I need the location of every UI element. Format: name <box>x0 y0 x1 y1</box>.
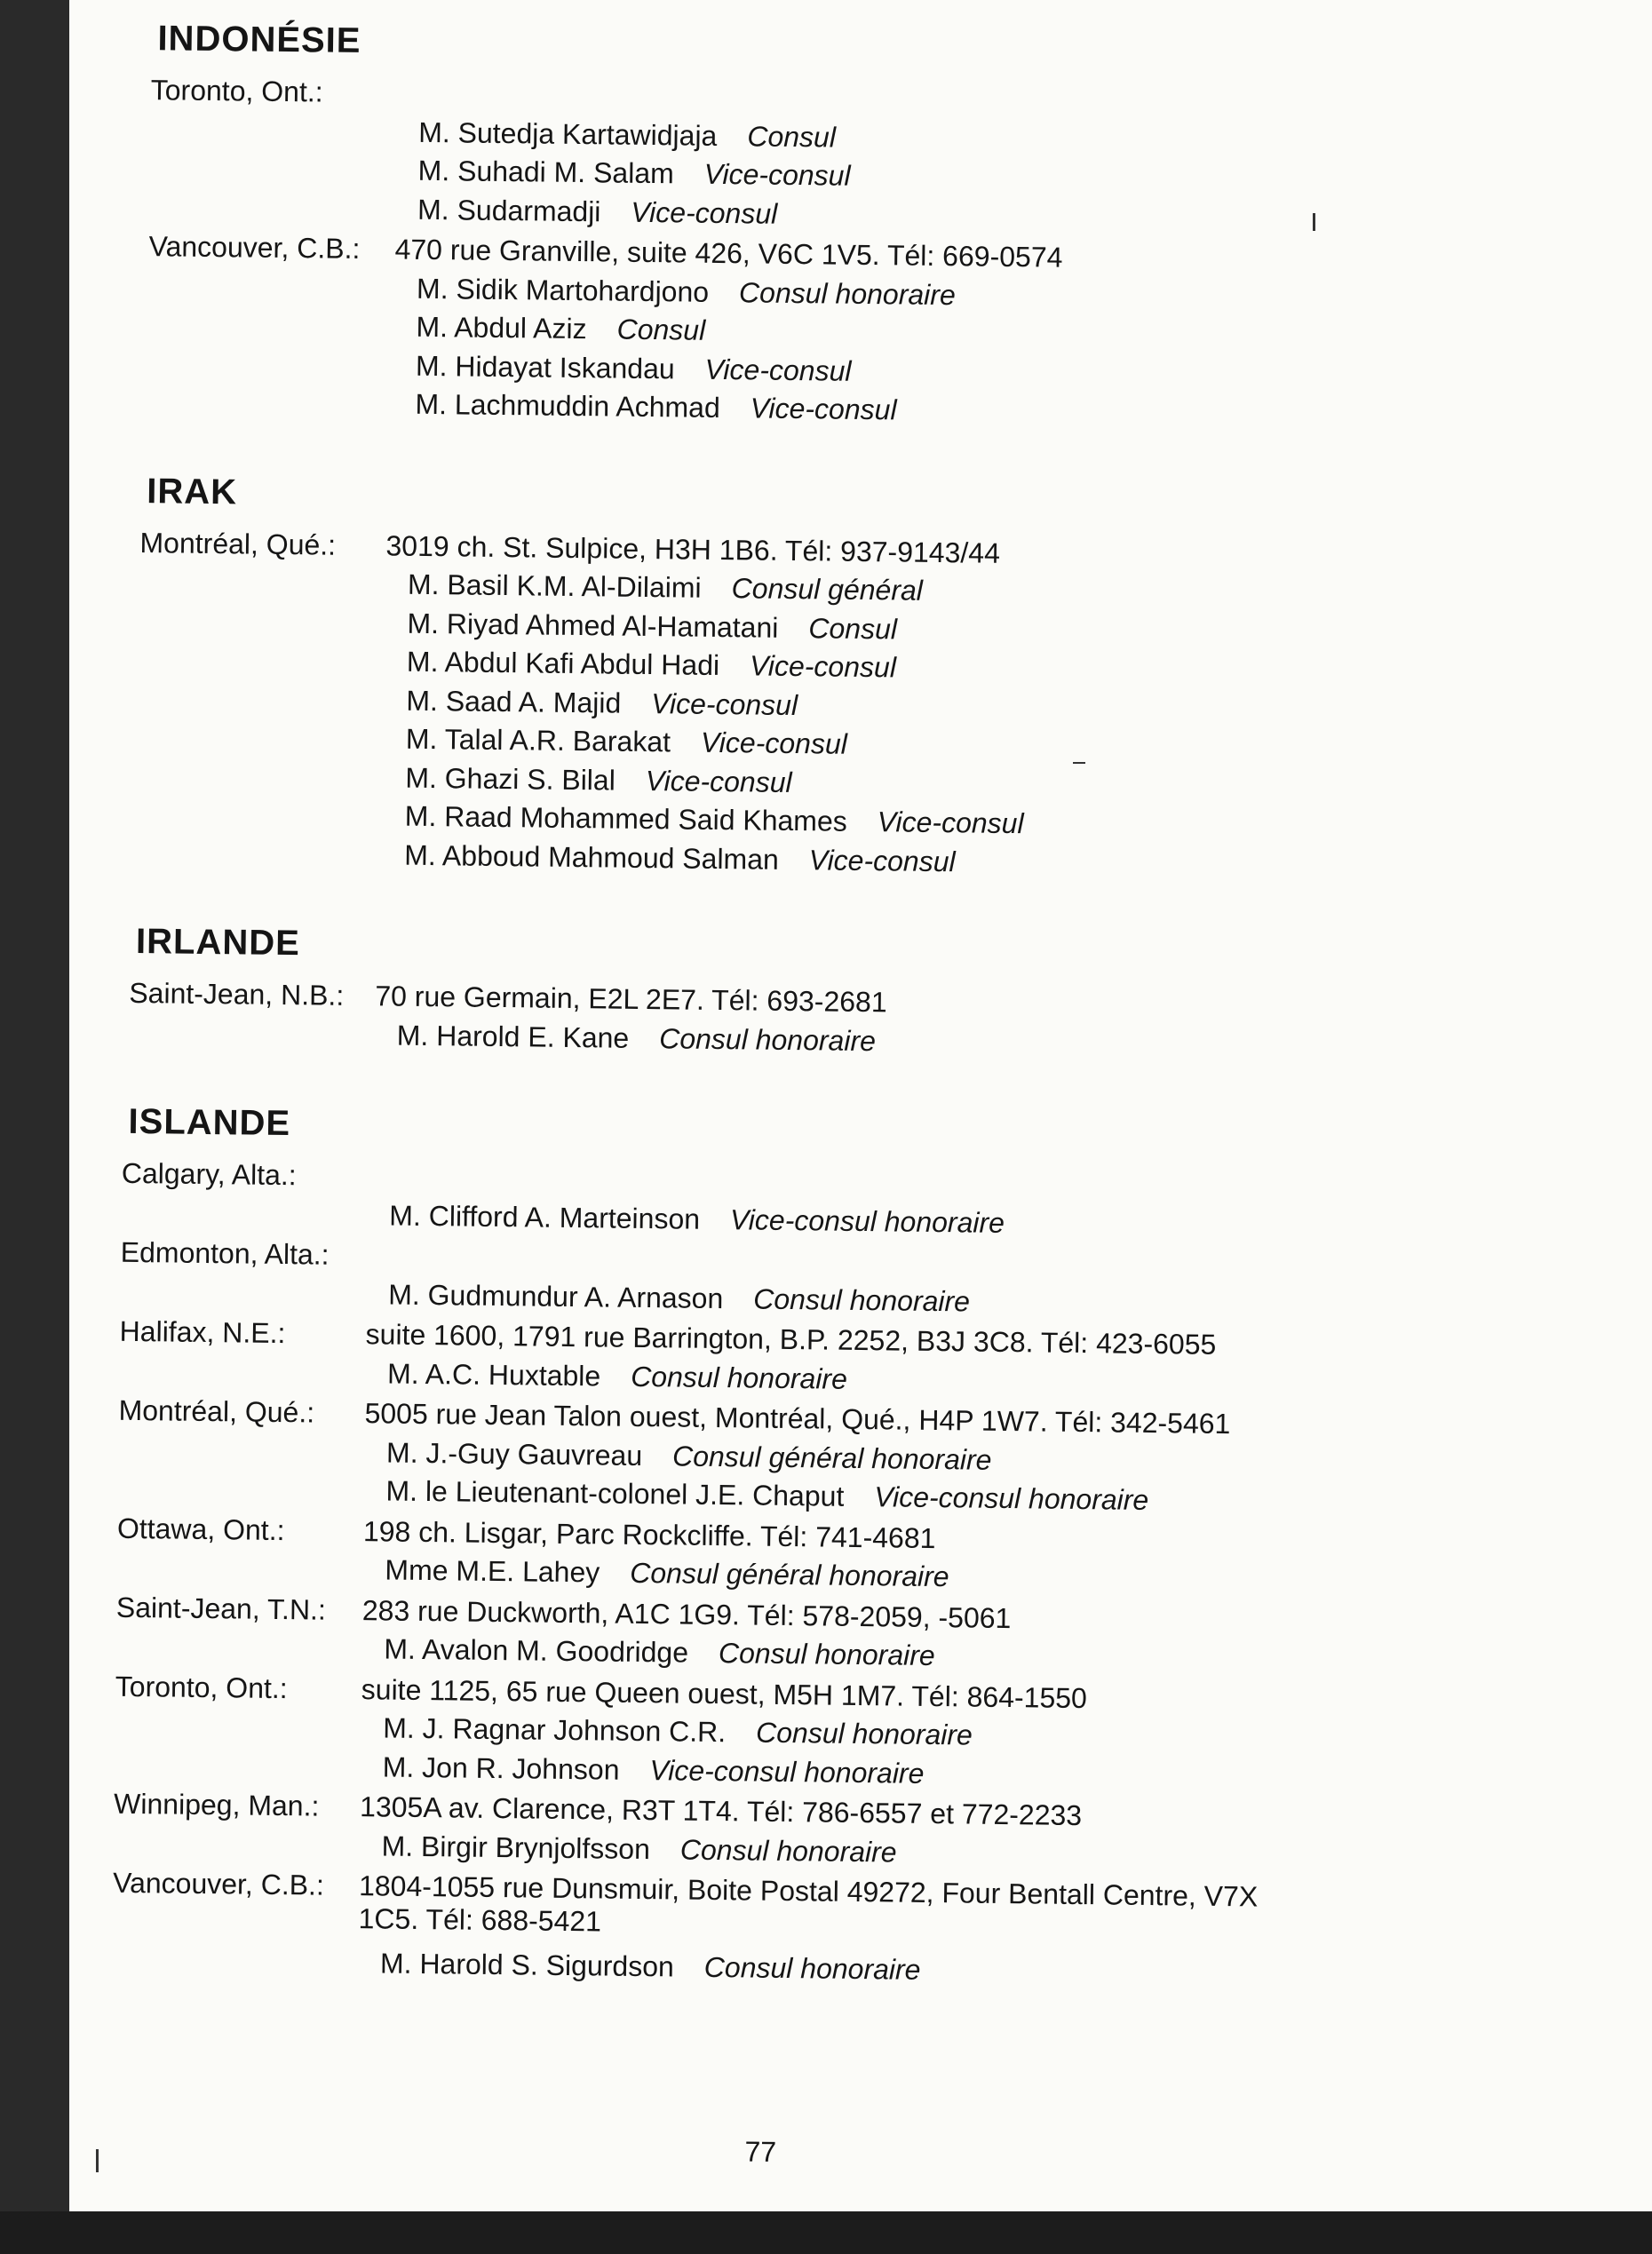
staff-entry <box>416 349 852 387</box>
staff-name: M. A.C. Huxtable <box>386 1356 601 1392</box>
staff-title: Consul <box>616 313 706 346</box>
staff-name: M. Basil K.M. Al-Dilaimi <box>407 567 702 604</box>
consulate-city: Ottawa, Ont.: <box>116 1512 285 1546</box>
page-number: 77 <box>744 2135 777 2168</box>
consulate-city: Saint-Jean, T.N.: <box>115 1591 327 1626</box>
country-heading: ISLANDE <box>128 1101 291 1144</box>
staff-name: M. Saad A. Majid <box>406 684 622 719</box>
consulate-address: suite 1125, 65 rue Queen ouest, M5H 1M7. Tél: 864-1550 <box>361 1672 1088 1714</box>
staff-entry <box>417 272 956 311</box>
staff-name: M. Harold S. Sigurdson <box>379 1947 675 1983</box>
consulate-city: Montréal, Qué.: <box>139 526 337 561</box>
staff-entry <box>382 1750 924 1790</box>
staff-name: Mme M.E. Lahey <box>385 1553 600 1589</box>
country-heading: IRAK <box>146 471 238 512</box>
consulate-city: Edmonton, Alta.: <box>120 1235 330 1271</box>
staff-title: Vice-consul honoraire <box>729 1202 1005 1239</box>
staff-name: M. Gudmundur A. Arnason <box>388 1277 724 1314</box>
staff-title: Vice-consul honoraire <box>649 1753 925 1790</box>
staff-entry <box>389 1199 1005 1239</box>
staff-entry <box>405 761 792 798</box>
staff-entry <box>397 1019 877 1058</box>
staff-name: M. J.-Guy Gauvreau <box>385 1435 643 1472</box>
staff-title: Vice-consul <box>749 649 897 684</box>
country-heading: IRLANDE <box>135 921 301 964</box>
staff-entry <box>385 1553 949 1593</box>
staff-title: Consul honoraire <box>753 1282 971 1317</box>
staff-name: M. Abdul Kafi Abdul Hadi <box>406 645 720 681</box>
staff-entry <box>405 800 1024 841</box>
consulate-address: 1804-1055 rue Dunsmuir, Boite Postal 49272, Four Bentall Centre, V7X 1C5. Tél: 688-5421 <box>358 1869 1259 1938</box>
staff-name: M. Birgir Brynjolfsson <box>381 1829 651 1865</box>
staff-entry <box>416 311 705 347</box>
staff-title: Vice-consul <box>750 392 897 426</box>
staff-name: M. Raad Mohammed Said Khames <box>404 799 847 837</box>
staff-title: Vice-consul <box>631 195 778 230</box>
staff-title: Consul honoraire <box>630 1360 848 1395</box>
staff-entry <box>380 1947 921 1986</box>
scan-edge <box>0 2211 1652 2254</box>
consulate-address: 5005 rue Jean Talon ouest, Montréal, Qué., H4P 1W7. Tél: 342-5461 <box>364 1397 1231 1440</box>
staff-title: Consul honoraire <box>738 275 956 311</box>
scan-speck <box>1073 762 1085 764</box>
staff-name: M. Harold E. Kane <box>396 1019 630 1054</box>
consulate-address: 283 rue Duckworth, A1C 1G9. Tél: 578-2059, -5061 <box>361 1593 1012 1634</box>
staff-name: M. Sidik Martohardjono <box>416 272 710 308</box>
staff-name: M. Riyad Ahmed Al-Hamatani <box>407 607 779 644</box>
consulate-city: Vancouver, C.B.: <box>112 1866 325 1901</box>
consulate-address: suite 1600, 1791 rue Barrington, B.P. 2252, B3J 3C8. Tél: 423-6055 <box>365 1318 1217 1361</box>
staff-title: Consul général honoraire <box>630 1556 949 1593</box>
staff-title: Consul honoraire <box>718 1637 935 1672</box>
staff-title: Vice-consul <box>704 353 852 387</box>
staff-name: M. Hidayat Iskandau <box>415 349 675 385</box>
staff-entry <box>407 607 897 646</box>
staff-name: M. J. Ragnar Johnson C.R. <box>383 1711 727 1749</box>
staff-name: M. Jon R. Johnson <box>382 1750 620 1786</box>
staff-title: Consul <box>747 119 837 154</box>
country-heading: INDONÉSIE <box>157 19 361 61</box>
staff-entry <box>388 1278 970 1318</box>
staff-name: M. Ghazi S. Bilal <box>405 761 616 797</box>
staff-entry <box>383 1711 973 1751</box>
consulate-city: Toronto, Ont.: <box>115 1670 288 1704</box>
consulate-city: Halifax, N.E.: <box>119 1314 286 1350</box>
scan-speck <box>96 2149 99 2172</box>
staff-entry <box>386 1436 992 1476</box>
staff-name: M. Talal A.R. Barakat <box>405 722 671 758</box>
staff-name: M. le Lieutenant-colonel J.E. Chaput <box>385 1474 845 1512</box>
staff-title: Consul général honoraire <box>671 1439 992 1476</box>
staff-title: Consul général <box>731 572 924 607</box>
staff-name: M. Avalon M. Goodridge <box>384 1632 689 1669</box>
staff-entry <box>385 1474 1148 1516</box>
staff-name: M. Clifford A. Marteinson <box>389 1199 701 1235</box>
consulate-address: 198 ch. Lisgar, Parc Rockcliffe. Tél: 741-4681 <box>362 1514 936 1554</box>
staff-name: M. Abboud Mahmoud Salman <box>404 838 780 876</box>
staff-title: Vice-consul <box>703 157 851 192</box>
staff-entry <box>384 1632 935 1672</box>
staff-entry <box>408 568 923 607</box>
staff-title: Vice-consul <box>877 806 1024 840</box>
staff-title: Vice-consul honoraire <box>874 1480 1149 1516</box>
staff-title: Vice-consul <box>645 764 792 798</box>
staff-title: Consul honoraire <box>703 1950 921 1986</box>
consulate-city: Saint-Jean, N.B.: <box>129 976 345 1012</box>
consulate-address: 1305A av. Clarence, R3T 1T4. Tél: 786-6557 et 772-2233 <box>359 1790 1083 1832</box>
staff-entry <box>417 193 778 230</box>
staff-entry <box>407 646 896 685</box>
staff-entry <box>387 1357 847 1395</box>
staff-entry <box>415 388 897 427</box>
consulate-address: 470 rue Granville, suite 426, V6C 1V5. Tél: 669-0574 <box>394 233 1063 274</box>
staff-entry <box>381 1829 896 1869</box>
staff-name: M. Sudarmadji <box>417 193 601 227</box>
staff-entry <box>406 684 798 721</box>
staff-title: Vice-consul <box>651 687 798 721</box>
document-page <box>69 0 1652 2254</box>
staff-entry <box>404 838 956 878</box>
staff-entry <box>406 723 847 761</box>
staff-title: Vice-consul <box>808 843 956 877</box>
consulate-city: Vancouver, C.B.: <box>148 230 361 266</box>
consulate-city: Montréal, Qué.: <box>118 1393 315 1429</box>
scan-speck <box>1313 213 1315 231</box>
consulate-address: 3019 ch. St. Sulpice, H3H 1B6. Tél: 937-9143/44 <box>385 528 1001 569</box>
staff-title: Consul <box>808 611 898 645</box>
consulate-city: Toronto, Ont.: <box>150 74 323 108</box>
consulate-city: Winnipeg, Man.: <box>113 1787 320 1822</box>
staff-title: Vice-consul <box>700 726 848 760</box>
staff-name: M. Suhadi M. Salam <box>417 154 674 190</box>
consulate-address: 70 rue Germain, E2L 2E7. Tél: 693-2681 <box>375 980 887 1019</box>
consulate-city: Calgary, Alta.: <box>121 1156 297 1192</box>
staff-name: M. Sutedja Kartawidjaja <box>417 115 718 152</box>
staff-title: Consul honoraire <box>659 1021 877 1057</box>
staff-entry <box>417 155 850 193</box>
directory-content <box>43 0 1652 2187</box>
staff-title: Consul honoraire <box>679 1833 897 1869</box>
staff-title: Consul honoraire <box>755 1716 973 1751</box>
staff-entry <box>418 115 836 154</box>
staff-name: M. Lachmuddin Achmad <box>415 387 720 424</box>
staff-name: M. Abdul Aziz <box>416 310 587 345</box>
